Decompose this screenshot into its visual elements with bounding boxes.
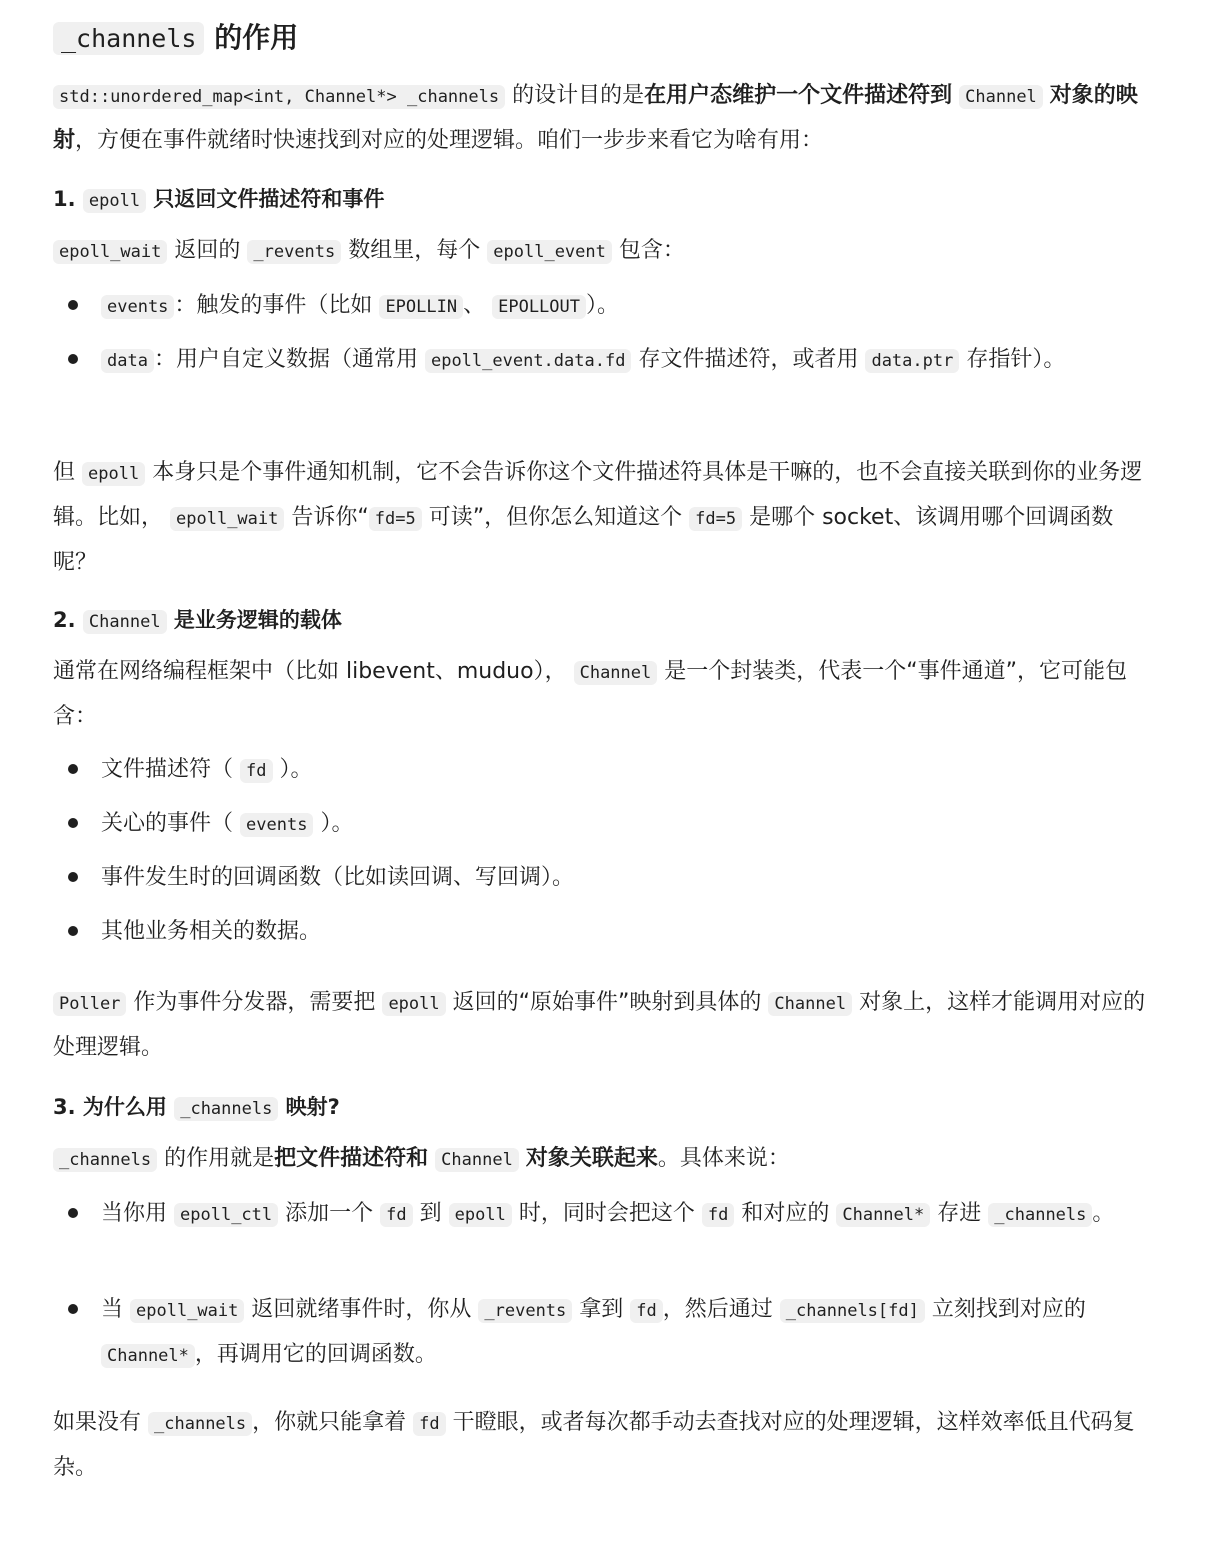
inline-code: _channels <box>148 1412 252 1436</box>
inline-code: fd <box>702 1203 734 1227</box>
list-item: events ：触发的事件（比如 EPOLLIN 、 EPOLLOUT ）。 <box>101 284 1141 329</box>
inline-code: Channel* <box>836 1203 930 1227</box>
section-3-heading: 3. 为什么用 _channels 映射? <box>53 1095 340 1119</box>
section-3-paragraph: _channels 的作用就是把文件描述符和 Channel 对象关联起来。具体来说： <box>53 1137 1153 1182</box>
list-item: 文件描述符（ fd ）。 <box>101 757 313 782</box>
list-bullet <box>68 1304 78 1314</box>
list-bullet <box>68 764 78 774</box>
inline-code: Poller <box>53 992 126 1016</box>
inline-code: _channels <box>174 1097 278 1121</box>
inline-code: fd <box>380 1203 412 1227</box>
inline-code: epoll <box>82 462 145 486</box>
inline-code: _revents <box>247 240 341 264</box>
inline-code: fd=5 <box>369 507 422 531</box>
list-item: data ：用户自定义数据（通常用 epoll_event.data.fd 存文件描述符，或者用 data.ptr 存指针）。 <box>101 338 1141 383</box>
list-bullet <box>68 818 78 828</box>
list-item: 当 epoll_wait 返回就绪事件时，你从 _revents 拿到 fd ，然后通过 _channels[fd] 立刻找到对应的 Channel* ，再调用它的回调函数。 <box>101 1297 1086 1367</box>
inline-code: epoll_wait <box>130 1299 244 1323</box>
bold-text: 对象关联起来 <box>525 1146 658 1171</box>
list-item: 当你用 epoll_ctl 添加一个 fd 到 epoll 时，同时会把这个 fd 和对应的 Channel* 存进 _channels 。 <box>101 1201 1115 1226</box>
section-2-paragraph-2: Poller 作为事件分发器，需要把 epoll 返回的“原始事件”映射到具体的 Channel 对象上，这样才能调用对应的处理逻辑。 <box>53 990 1146 1060</box>
section-3-paragraph-2: 如果没有 _channels ，你就只能拿着 fd 干瞪眼，或者每次都手动去查找对应的处理逻辑，这样效率低且代码复杂。 <box>53 1410 1135 1480</box>
title-text: 的作用 <box>214 21 299 54</box>
list-item: 关心的事件（ events ）。 <box>101 811 354 836</box>
inline-code: data <box>101 349 154 373</box>
section-1-paragraph-2: 但 epoll 本身只是个事件通知机制，它不会告诉你这个文件描述符具体是干嘛的，也不会直接关联到你的业务逻辑。比如， epoll_wait 告诉你“ fd=5 可读”，但你怎么知道这个 fd=5 是哪个 socket、该调用哪个回调函数呢？ <box>53 460 1143 575</box>
page-title <box>53 14 298 63</box>
inline-code: _channels[fd] <box>780 1299 925 1323</box>
bold-text: 在用户态维护一个文件描述符到 <box>644 83 953 108</box>
list-bullet <box>68 872 78 882</box>
inline-code: data.ptr <box>865 349 959 373</box>
inline-code: Channel <box>574 661 658 685</box>
inline-code: events <box>240 813 313 837</box>
list-bullet <box>68 300 78 310</box>
inline-code: _channels <box>988 1203 1092 1227</box>
inline-code: epoll <box>83 189 146 213</box>
inline-code: EPOLLIN <box>379 295 463 319</box>
list-bullet <box>68 354 78 364</box>
list-bullet <box>68 1208 78 1218</box>
section-2-paragraph: 通常在网络编程框架中（比如 libevent、muduo）， Channel 是一个封装类，代表一个“事件通道”，它可能包含： <box>53 659 1128 729</box>
intro-paragraph: std::unordered_map<int, Channel*> _channels 的设计目的是在用户态维护一个文件描述符到 Channel 对象的映射，方便在事件就绪时快速找到对应的处理逻辑。咱们一步步来看它为啥有用： <box>53 83 1138 153</box>
inline-code: Channel* <box>101 1344 195 1368</box>
inline-code: EPOLLOUT <box>492 295 586 319</box>
inline-code: fd <box>240 759 272 783</box>
section-1-heading: 1. epoll 只返回文件描述符和事件 <box>53 187 385 211</box>
inline-code: Channel <box>435 1148 519 1172</box>
inline-code: std::unordered_map<int, Channel*> _channels <box>53 85 505 109</box>
bold-text: 把文件描述符和 <box>274 1146 429 1171</box>
section-2-heading: 2. Channel 是业务逻辑的载体 <box>53 608 342 632</box>
inline-code: events <box>101 295 174 319</box>
list-item: 其他业务相关的数据。 <box>101 919 322 944</box>
inline-code: epoll <box>449 1203 512 1227</box>
section-1-paragraph: epoll_wait 返回的 _revents 数组里，每个 epoll_event 包含： <box>53 229 1153 274</box>
inline-code: epoll_wait <box>53 240 167 264</box>
inline-code: Channel <box>768 992 852 1016</box>
bold-text: 对象的映射 <box>53 83 1138 153</box>
inline-code: Channel <box>959 85 1043 109</box>
inline-code: epoll_wait <box>170 507 284 531</box>
list-bullet <box>68 926 78 936</box>
inline-code: epoll_event <box>487 240 612 264</box>
inline-code: _revents <box>478 1299 572 1323</box>
inline-code: fd <box>413 1412 445 1436</box>
list-item: 事件发生时的回调函数（比如读回调、写回调）。 <box>101 865 575 890</box>
inline-code: fd=5 <box>689 507 742 531</box>
inline-code: epoll_ctl <box>174 1203 278 1227</box>
inline-code: epoll_event.data.fd <box>425 349 631 373</box>
inline-code: Channel <box>83 610 167 634</box>
inline-code: _channels <box>53 1148 157 1172</box>
inline-code: epoll <box>382 992 445 1016</box>
inline-code: _channels <box>53 22 204 55</box>
inline-code: fd <box>630 1299 662 1323</box>
